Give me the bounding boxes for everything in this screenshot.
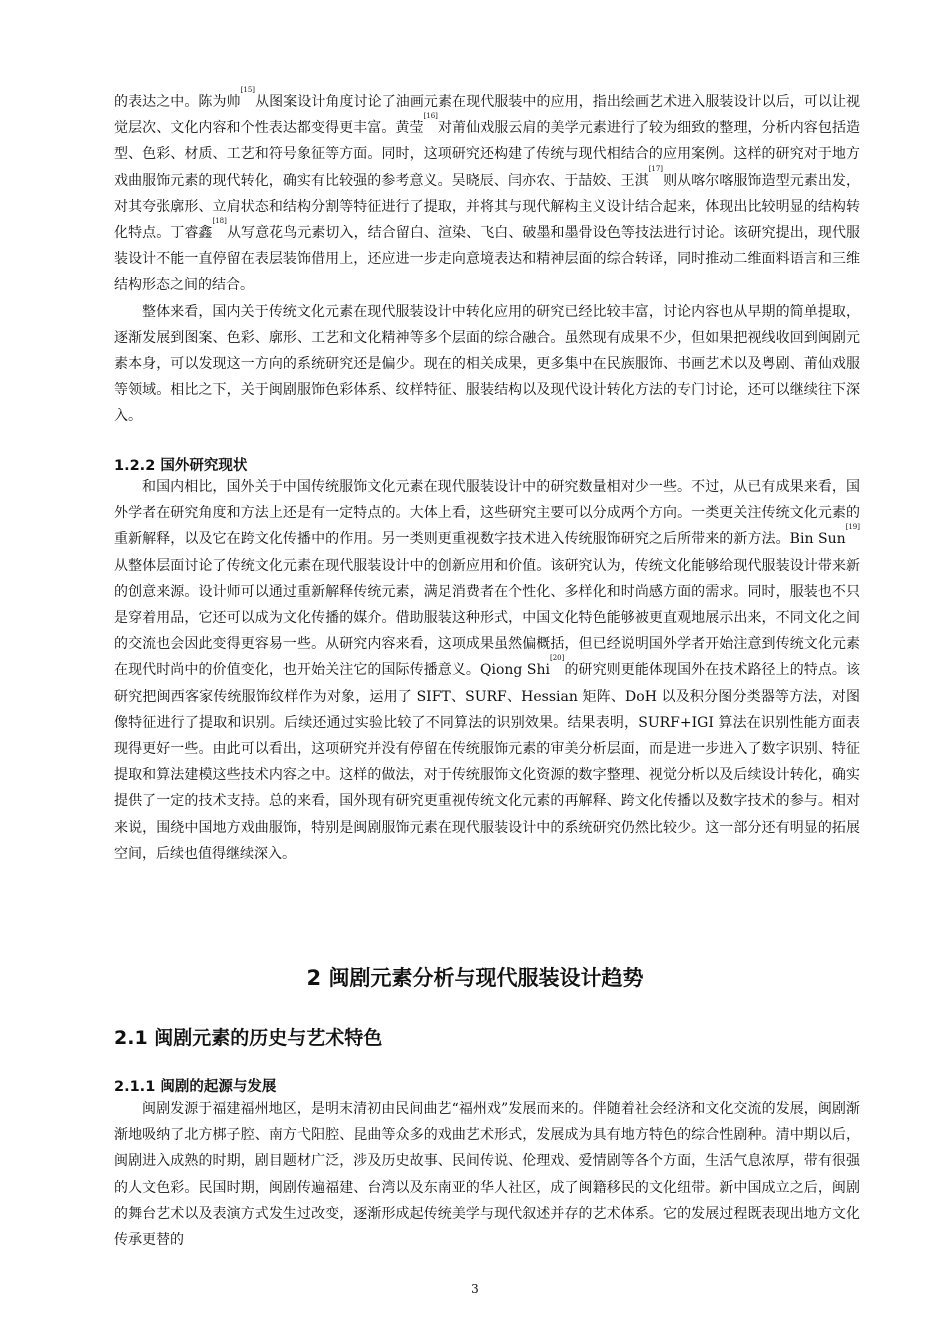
body-text-block-2: [114, 474, 860, 867]
chapter-title: 2 闽剧元素分析与现代服装设计趋势: [306, 966, 644, 990]
subsection-heading: 1.2.2 国外研究现状: [114, 458, 248, 474]
paragraph: 闽剧发源于福建福州地区，是明末清初由民间曲艺“福州戏”发展而来的。伴随着社会经济和文化交流的发展，闽剧渐渐地吸纳了北方梆子腔、南方弋阳腔、昆曲等众多的戏曲艺术形式，发展成为具有地方特色的综合性剧种。清中期以后，闽剧进入成熟的时期，剧目题材广泛，涉及历史故事、民间传说、伦理戏、爱情剧等各个方面，生活气息浓厚，带有很强的人文色彩。民国时期，闽剧传遍福建、台湾以及东南亚的华人社区，成了闽籍移民的文化纽带。新中国成立之后，闽剧的舞台艺术以及表演方式发生过改变，逐渐形成起传统美学与现代叙述并存的艺术体系。它的发展过程既表现出地方文化传承更替的: [114, 1101, 860, 1249]
body-text-block-3: [114, 1096, 860, 1253]
subsection-heading: 2.1.1 闽剧的起源与发展: [114, 1079, 277, 1095]
citation-ref: [18]: [212, 217, 227, 226]
paragraph: 的表达之中。陈为帅[15]从图案设计角度讨论了油画元素在现代服装中的应用，指出绘画艺术进入服装设计以后，可以让视觉层次、文化内容和个性表达都变得更丰富。黄莹[16]对莆仙戏服云肩的美学元素进行了较为细致的整理，分析内容包括造型、色彩、材质、工艺和符号象征等方面。同时，这项研究还构建了传统与现代相结合的应用案例。这样的研究对于地方戏曲服饰元素的现代转化，确实有比较强的参考意义。吴晓辰、闫亦农、于喆姣、王淇[17]则从喀尔喀服饰造型元素出发，对其夸张廓形、立肩状态和结构分割等特征进行了提取，并将其与现代解构主义设计结合起来，体现出比较明显的结构转化特点。丁睿鑫[18]从写意花鸟元素切入，结合留白、渲染、飞白、破墨和墨骨设色等技法进行讨论。该研究提出，现代服装设计不能一直停留在表层装饰借用上，还应进一步走向意境表达和精神层面的综合转译，同时推动二维面料语言和三维结构形态之间的结合。: [114, 86, 861, 294]
paragraph: 和国内相比，国外关于中国传统服饰文化元素在现代服装设计中的研究数量相对少一些。不过，从已有成果来看，国外学者在研究角度和方法上还是有一定特点的。大体上看，这些研究主要可以分成两个方向。一类更关注传统文化元素的重新解释，以及它在跨文化传播中的作用。另一类则更重视数字技术进入传统服饰研究之后所带来的新方法。Bin Sun[19]从整体层面讨论了传统文化元素在现代服装设计中的创新应用和价值。该研究认为，传统文化能够给现代服装设计带来新的创意来源。设计师可以通过重新解释传统元素，满足消费者在个性化、多样化和时尚感方面的需求。同时，服装也不只是穿着用品，它还可以成为文化传播的媒介。借助服装这种形式，中国文化特色能够被更直观地展示出来，不同文化之间的交流也会因此变得更容易一些。从研究内容来看，这项成果虽然偏概括，但已经说明国外学者开始注意到传统文化元素在现代时尚中的价值变化，也开始关注它的国际传播意义。Qiong Shi[20]的研究则更能体现国外在技术路径上的特点。该研究把闽西客家传统服饰纹样作为对象，运用了 SIFT、SURF、Hessian 矩阵、DoH 以及积分图分类器等方法，对图像特征进行了提取和识别。后续还通过实验比较了不同算法的识别效果。结果表明，SURF+IGI 算法在识别性能方面表现得更好一些。由此可以看出，这项研究并没有停留在传统服饰元素的审美分析层面，而是进一步进入了数字识别、特征提取和算法建模这些技术内容之中。这样的做法，对于传统服饰文化资源的数字整理、视觉分析以及后续设计转化，确实提供了一定的技术支持。总的来看，国外现有研究更重视传统文化元素的再解释、跨文化传播以及数字技术的参与。相对来说，围绕中国地方戏曲服饰，特别是闽剧服饰元素在现代服装设计中的系统研究仍然比较少。这一部分还有明显的拓展空间，后续也值得继续深入。: [114, 479, 861, 862]
body-text-block-1: [114, 86, 861, 430]
section-heading: 2.1 闽剧元素的历史与艺术特色: [114, 1027, 383, 1049]
citation-ref: [20]: [550, 654, 565, 663]
paragraph: 整体来看，国内关于传统文化元素在现代服装设计中转化应用的研究已经比较丰富，讨论内容也从早期的简单提取，逐渐发展到图案、色彩、廓形、工艺和文化精神等多个层面的综合融合。虽然现有成果不少，但如果把视线收回到闽剧元素本身，可以发现这一方向的系统研究还是偏少。现在的相关成果，更多集中在民族服饰、书画艺术以及粤剧、莆仙戏服等领域。相比之下，关于闽剧服饰色彩体系、纹样特征、服装结构以及现代设计转化方法的专门讨论，还可以继续往下深入。: [114, 303, 860, 425]
citation-ref: [15]: [240, 86, 256, 94]
citation-ref: [16]: [423, 112, 438, 121]
citation-ref: [17]: [648, 164, 664, 173]
citation-ref: [19]: [845, 523, 860, 532]
page-number: 3: [471, 1282, 479, 1296]
